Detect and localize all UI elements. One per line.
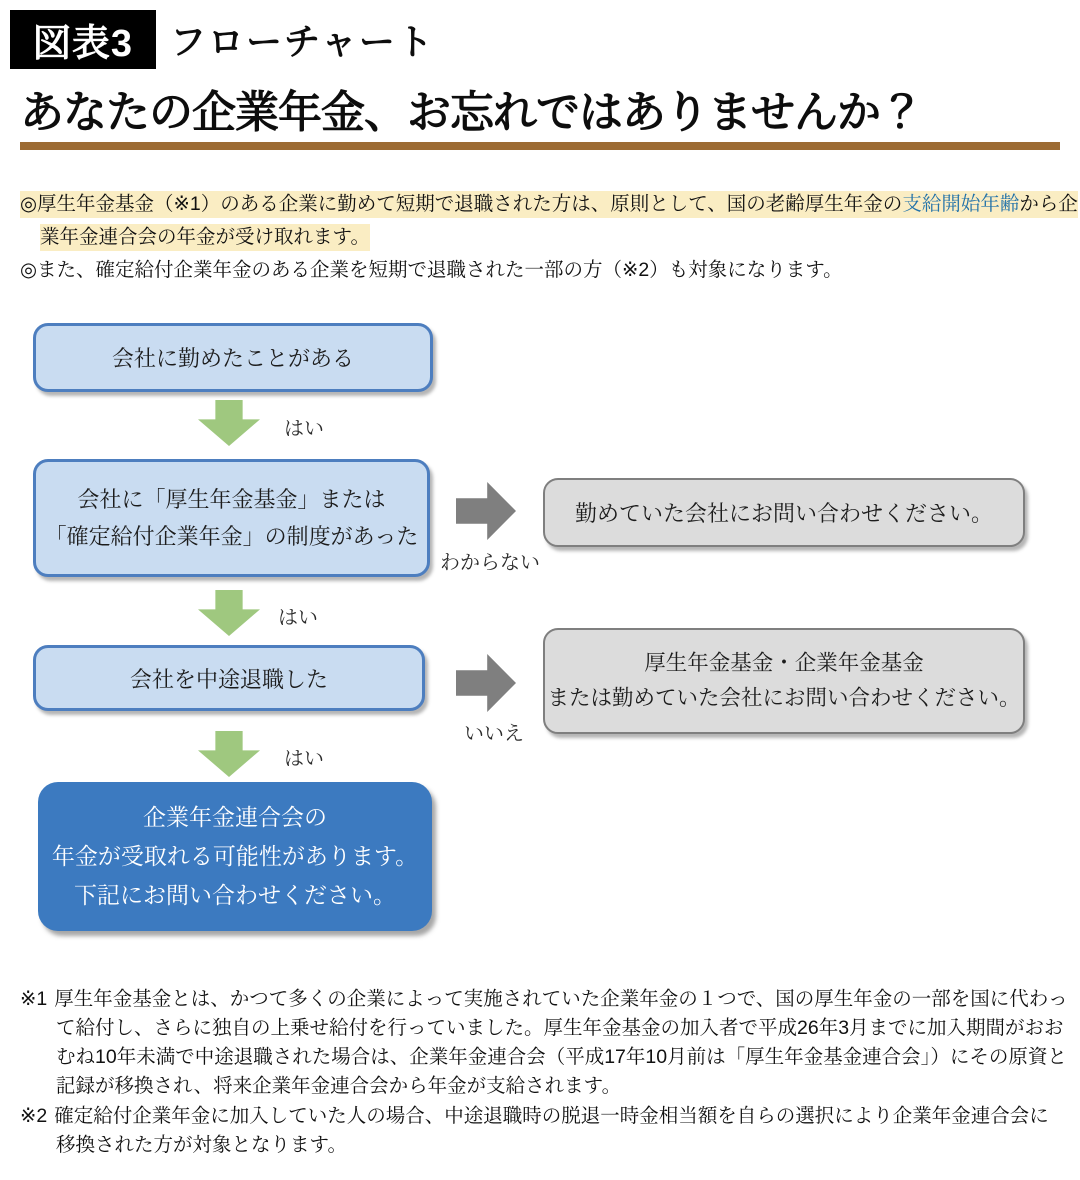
flow-result-label: 厚生年金基金・企業年金基金 (644, 651, 924, 675)
intro-line-3 (20, 254, 1072, 287)
flow-final-label: 企業年金連合会の (143, 804, 327, 830)
intro-text: 厚生年金基金（※1）のある企業に勤めて短期で退職された方は、原則として、国の老齢厚生年金の (37, 193, 903, 215)
arrow-label-no: いいえ (464, 723, 524, 745)
pension-start-age-link[interactable]: 支給開始年齢 (902, 193, 1020, 215)
arrow-right-icon (456, 482, 516, 540)
intro-text: から企 (1019, 193, 1078, 215)
flow-result-ask-company (543, 478, 1025, 547)
footnotes (20, 985, 1068, 1161)
figure-number-badge: 図表3 (10, 10, 156, 69)
intro-text: また、確定給付企業年金のある企業を短期で退職された一部の方（※2）も対象になります。 (37, 259, 843, 281)
arrow-label-yes: はい (284, 748, 324, 770)
intro-paragraphs (20, 188, 1078, 287)
footnote-text: 厚生年金基金とは、かつて多くの企業によって実施されていた企業年金の１つで、国の厚生年金の一部を国に代わって給付し、さらに独自の上乗せ給付を行っていました。厚生年金基金の加入者で平成26年3月までに加入期間がおおむね10年未満で中途退職された場合は、企業年金連合会（平成17年10月前は「厚生年金基金連合会」）にその原資と記録が移換され、将来企業年金連合会から年金が支給されます。 (54, 988, 1068, 1097)
figure-kicker: フローチャート (170, 21, 435, 62)
intro-line-1 (20, 188, 1078, 221)
flow-step-label: 会社を中途退職した (129, 666, 328, 692)
footnote-marker: ※1 (20, 988, 48, 1010)
arrow-down-icon (198, 590, 260, 636)
flow-step-worked-at-company (33, 323, 433, 392)
page-title: あなたの企業年金、お忘れではありませんか？ (20, 88, 923, 137)
flow-final-label: 年金が受取れる可能性があります。 (51, 843, 419, 869)
arrow-down-icon (198, 400, 260, 446)
arrow-label-yes: はい (278, 607, 318, 629)
flow-final-label: 下記にお問い合わせください。 (74, 882, 396, 908)
flow-step-left-midcareer (33, 645, 425, 711)
flow-result-label: または勤めていた会社にお問い合わせください。 (547, 686, 1021, 710)
bullet-mark: ◎ (20, 193, 38, 215)
flow-step-label: 会社に勤めたことがある (111, 346, 354, 371)
bullet-mark: ◎ (20, 259, 38, 281)
arrow-down-icon (198, 731, 260, 777)
flow-step-label: 「確定給付企業年金」の制度があった (44, 524, 419, 549)
flow-step-had-pension-plan (33, 459, 430, 577)
footnote-marker: ※2 (20, 1105, 48, 1127)
intro-text: 業年金連合会の年金が受け取れます。 (40, 224, 370, 251)
footnote-1 (20, 985, 1068, 1101)
arrow-label-yes: はい (284, 418, 324, 440)
intro-line-2 (20, 221, 1072, 254)
footnote-2 (20, 1102, 1068, 1160)
arrow-label-unknown: わからない (440, 552, 540, 574)
flow-step-label: 会社に「厚生年金基金」または (77, 487, 386, 512)
flow-final-result (38, 782, 432, 931)
footnote-text: 確定給付企業年金に加入していた人の場合、中途退職時の脱退一時金相当額を自らの選択により企業年金連合会に移換された方が対象となります。 (54, 1105, 1049, 1156)
arrow-right-icon (456, 654, 516, 712)
flow-result-ask-fund-or-company (543, 628, 1025, 734)
flow-result-label: 勤めていた会社にお問い合わせください。 (574, 501, 993, 526)
flowchart (0, 318, 1080, 958)
title-underline (20, 142, 1060, 150)
